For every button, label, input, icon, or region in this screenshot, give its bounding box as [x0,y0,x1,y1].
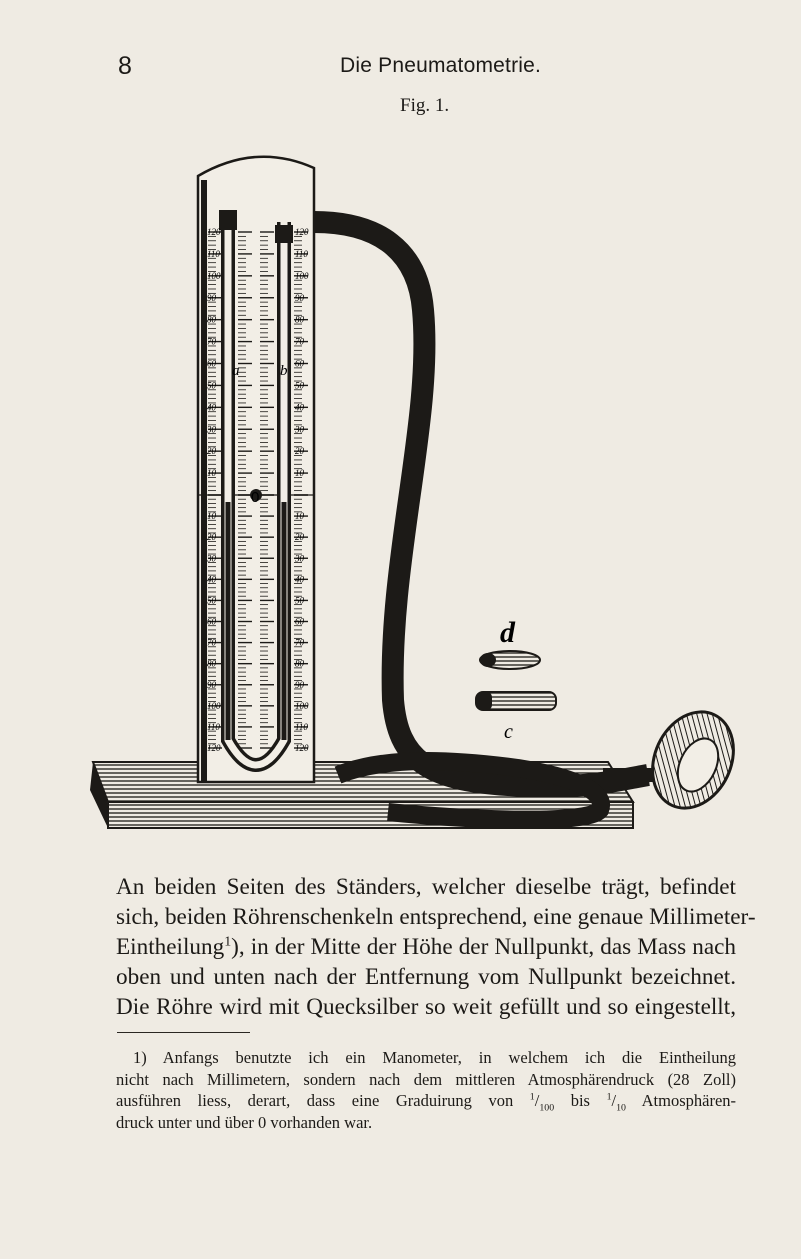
right-scale-label: 30 [295,424,304,435]
right-scale-label: 50 [295,380,304,391]
left-scale-label: 100 [207,700,221,711]
body-line: An beiden Seiten des Ständers, welcher dieselbe trägt, befindet [116,874,736,900]
body-line-part: ), in der Mitte der Höhe der Nullpunkt, das Mass nach [231,934,736,960]
right-scale-label: 40 [295,402,304,413]
left-scale-label: 60 [207,358,216,369]
right-scale-label: 110 [295,721,308,732]
left-scale-label: 50 [207,380,216,391]
right-scale-label: 60 [295,358,304,369]
fraction-denominator: 100 [539,1102,555,1114]
right-scale-label: 80 [295,658,304,669]
right-scale-label: 100 [295,270,309,281]
label-a: a [232,363,240,379]
left-scale-label: 110 [207,248,220,259]
footnote-line [116,1047,736,1069]
right-scale-label: 70 [295,637,304,648]
left-scale-label: 120 [207,227,221,237]
body-paragraph [116,872,756,1022]
left-scale-label: 40 [207,574,216,585]
label-c: c [504,721,513,743]
fraction-one-tenth: $^1/_{10}$ [606,1091,626,1114]
left-scale-label: 20 [207,446,216,457]
fraction-numerator: 1 [606,1091,612,1103]
footnote-text: ausführen liess, derart, dass eine Graduirung von [116,1091,514,1110]
body-line: oben und unten nach der Entfernung vom Nullpunkt bezeichnet. [116,964,736,990]
body-line-part: Eintheilung [116,934,225,960]
rubber-hose [314,222,648,820]
right-scale-label: 90 [295,679,304,690]
right-scale-label: 10 [295,468,304,479]
right-scale-label: 80 [295,314,304,325]
left-scale-label: 10 [207,468,216,479]
right-scale-label: 110 [295,248,308,259]
manometer-illustration [88,140,740,840]
left-scale-label: 70 [207,336,216,347]
left-scale-label: 40 [207,402,216,413]
fraction-numerator: 1 [529,1091,535,1103]
page-number: 8 [118,52,132,80]
left-scale-label: 90 [207,292,216,303]
footnote-text: Anfangs benutzte ich ein Manometer, in welchem ich die Eintheilung [162,1048,737,1067]
footnote [116,1047,736,1133]
left-scale-label: 90 [207,679,216,690]
footnote-reference[interactable]: 1 [224,934,232,950]
right-scale-label: 10 [295,511,304,522]
label-b: b [280,363,288,379]
right-scale-label: 20 [295,446,304,457]
left-scale-label: 10 [207,511,216,522]
right-scale-label: 120 [295,227,309,237]
stopper-c [476,692,556,710]
left-scale-label: 20 [207,532,216,543]
footnote-line: nicht nach Millimetern, sondern nach dem mittleren Atmosphärendruck (28 Zoll) [116,1069,736,1089]
footnote-line [116,1090,736,1112]
fraction-denominator: 10 [616,1102,626,1114]
zero-mark: 0 [251,489,260,506]
left-scale-label: 100 [207,270,221,281]
left-scale-label: 80 [207,314,216,325]
right-scale-label: 50 [295,595,304,606]
left-scale-label: 120 [207,743,221,753]
stopper-d [480,651,540,669]
left-scale-label: 60 [207,616,216,627]
right-scale-label: 70 [295,336,304,347]
body-line: sich, beiden Röhrenschenkeln entsprechend, eine genaue Millimeter- [116,904,756,930]
left-scale-label: 80 [207,658,216,669]
left-scale-label: 30 [207,424,216,435]
running-title: Die Pneumatometrie. [340,54,542,77]
fraction-one-hundredth: $^1/_{100}$ [529,1091,555,1114]
label-d: d [500,616,515,649]
left-scale-label: 30 [207,553,216,564]
body-line: Die Röhre wird mit Quecksilber so weit gefüllt und so eingestellt, [116,994,736,1020]
left-scale-label: 70 [207,637,216,648]
right-scale-label: 60 [295,616,304,627]
footnote-rule [117,1032,250,1033]
right-scale-label: 120 [295,743,309,753]
footnote-text: bis [570,1091,590,1110]
left-scale-label: 50 [207,595,216,606]
right-scale-label: 40 [295,574,304,585]
body-line [116,932,736,962]
manometer-figure [88,140,740,840]
footnote-line: druck unter und über 0 vorhanden war. [116,1112,373,1132]
right-scale-label: 30 [295,553,304,564]
right-scale-label: 90 [295,292,304,303]
figure-caption: Fig. 1. [400,95,450,116]
footnote-marker: 1) [133,1048,147,1067]
left-scale-label: 110 [207,721,220,732]
right-scale-label: 100 [295,700,309,711]
right-scale-label: 20 [295,532,304,543]
footnote-text: Atmosphären- [641,1091,737,1110]
